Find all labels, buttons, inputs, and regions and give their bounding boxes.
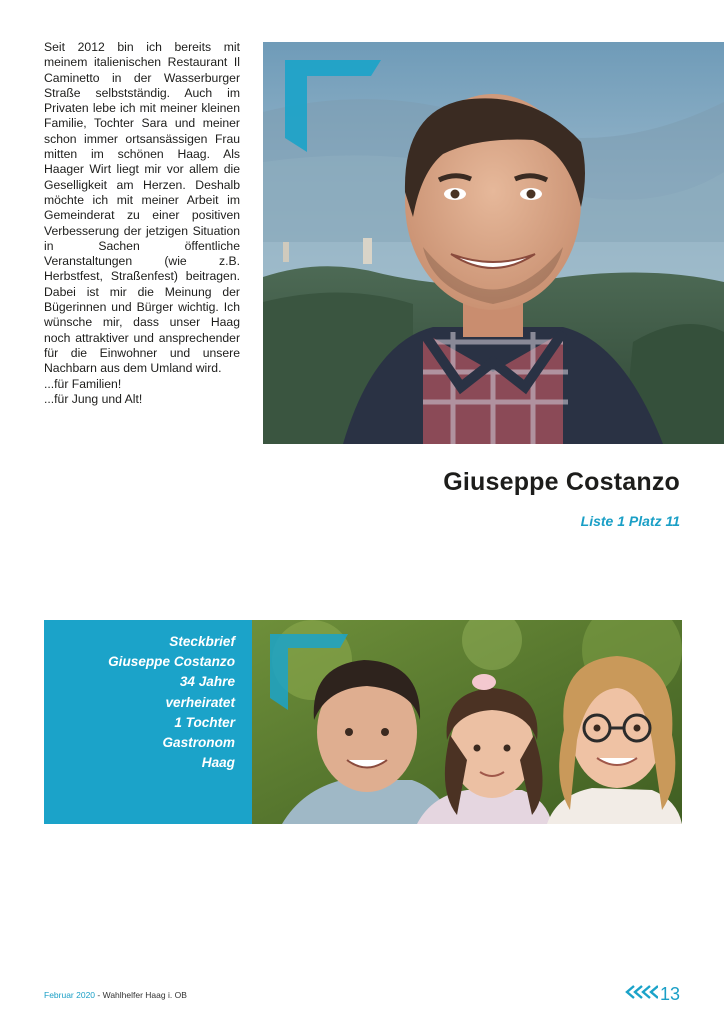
steckbrief-children: 1 Tochter [174, 714, 235, 730]
tagline-families: ...für Familien! [44, 376, 122, 391]
family-illustration [252, 620, 682, 824]
bio-paragraph: Seit 2012 bin ich bereits mit meinem italienischen Restaurant Il Caminetto in der Wasserburger Straße selbstständig. Auch im Privaten lebe ich mit meiner kleinen Familie, Tochter Sara und meiner schon immer ortsansässigen Frau mitten im schönen Haag. Als Haager Wirt liegt mir vor allem die Geselligkeit am Herzen. Deshalb möchte ich mit meiner Arbeit im Gemeinderat zu einer positiven Verbesserung der jetzigen Situation in Sachen öffentliche Veranstaltungen (wie z.B. Herbstfest, Straßenfest) beitragen. Dabei ist mir die Meinung der Bügerinnen und Bürger wichtig. Ich wünsche mir, dass unser Haag noch attraktiver und ansprechender für die Einwohner und unsere Nachbarn aus dem Umland wird. [44, 40, 240, 376]
steckbrief-place: Haag [201, 755, 235, 771]
steckbrief-name: Giuseppe Costanzo [108, 654, 235, 670]
footer-publication: Wahlhelfer Haag i. OB [102, 990, 187, 1000]
steckbrief-age: 34 Jahre [179, 674, 235, 690]
footer-separator: - [95, 990, 103, 1000]
bio-text [44, 40, 240, 407]
steckbrief-job: Gastronom [162, 735, 235, 751]
footer-date: Februar 2020 [44, 990, 96, 1000]
steckbrief-status: verheiratet [165, 694, 235, 710]
footer-credit [44, 990, 187, 1000]
portrait-illustration [263, 42, 724, 444]
steckbrief-heading: Steckbrief [169, 634, 235, 649]
steckbrief-box [44, 620, 252, 824]
candidate-name: Giuseppe Costanzo [443, 468, 680, 496]
page-indicator [624, 984, 680, 1005]
page-number: 13 [659, 984, 680, 1004]
steckbrief-lines [108, 632, 235, 773]
list-position: Liste 1 Platz 11 [580, 513, 680, 529]
family-photo [252, 620, 682, 824]
tagline-young-old: ...für Jung und Alt! [44, 391, 143, 406]
double-chevron-left-icon [624, 985, 658, 1004]
candidate-portrait-photo [263, 42, 724, 444]
